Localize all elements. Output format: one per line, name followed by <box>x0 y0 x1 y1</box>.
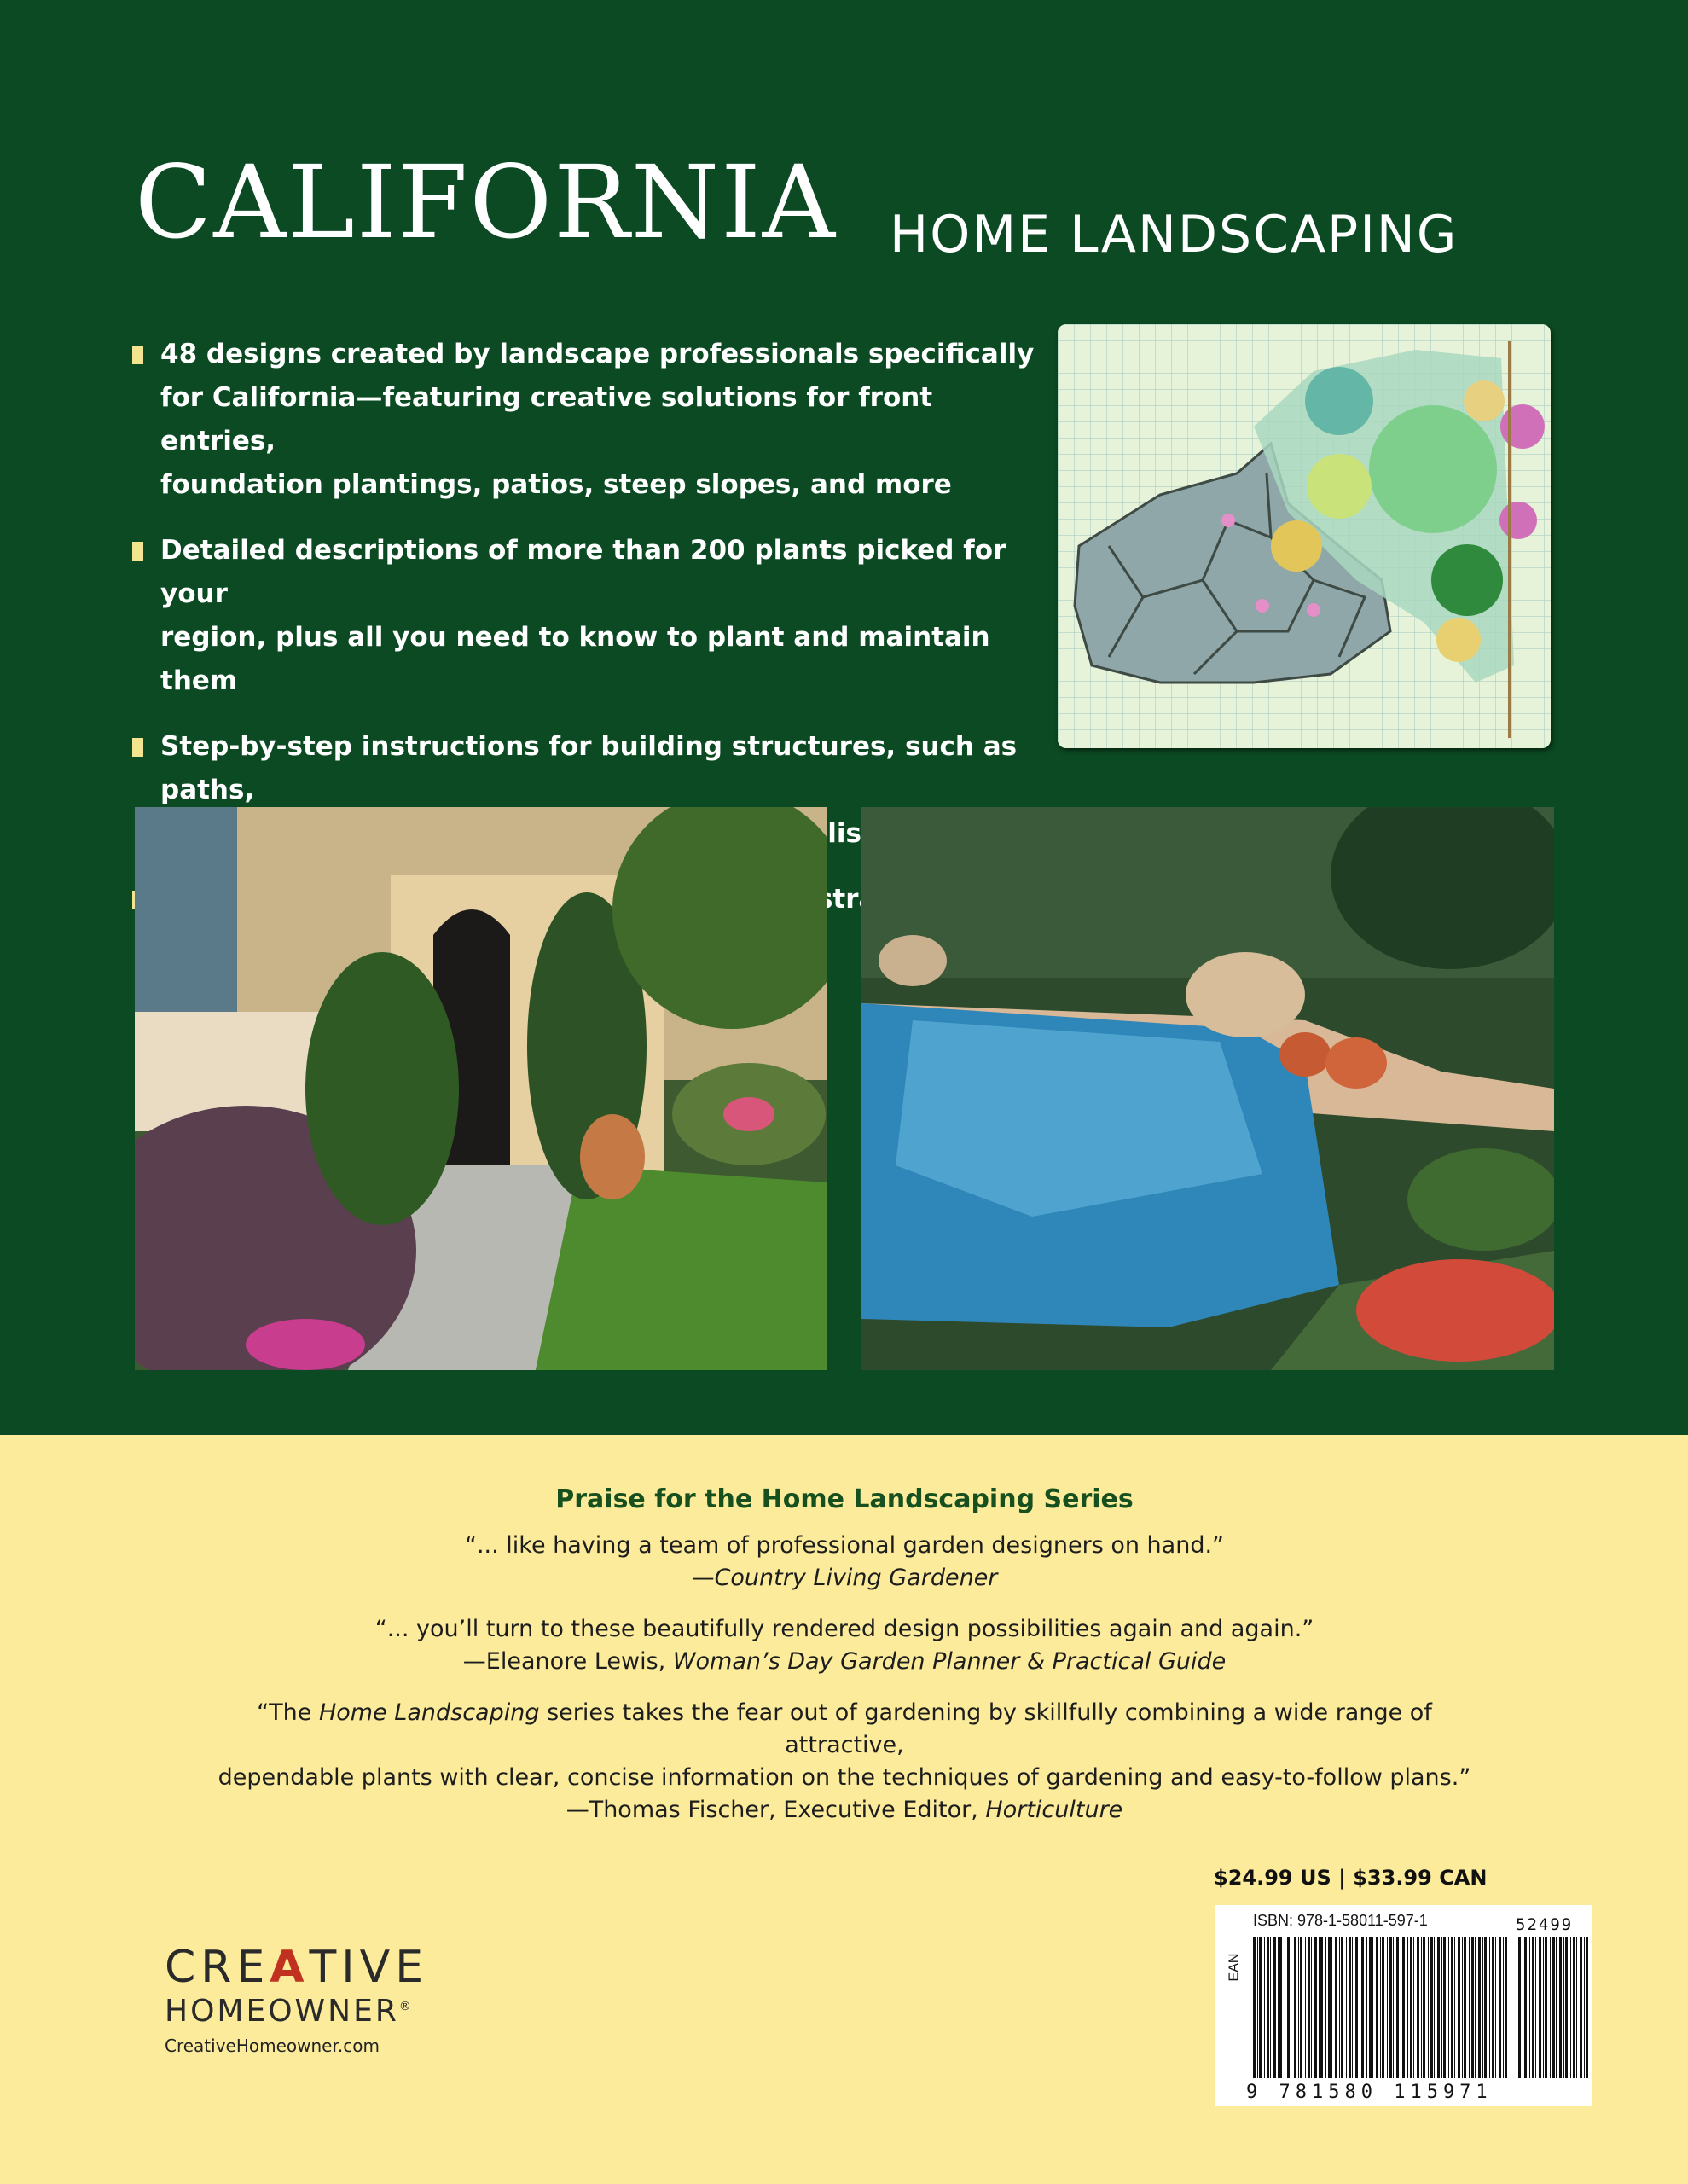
barcode-bar <box>1320 1937 1323 2078</box>
quote-series-name: Home Landscaping <box>318 1699 540 1726</box>
barcode-bar <box>1559 1937 1562 2078</box>
barcode-bar <box>1413 1937 1414 2078</box>
barcode-bar <box>1339 1937 1340 2078</box>
feature-bullet <box>132 333 1036 507</box>
barcode-bar <box>1314 1937 1317 2078</box>
quote-text <box>205 1697 1484 1762</box>
price-label: $24.99 US | $33.99 CAN <box>1214 1866 1488 1890</box>
barcode-bar <box>1380 1937 1381 2078</box>
barcode-bar <box>1434 1937 1435 2078</box>
logo-homeowner <box>165 1996 489 2027</box>
house-icon: A <box>270 1942 310 1993</box>
barcode-bar <box>1492 1937 1494 2078</box>
quote-text: dependable plants with clear, concise information on the techniques of gardening and easy-to-follow plans.” <box>218 1764 1471 1791</box>
barcode-bar <box>1563 1937 1564 2078</box>
barcode-bar <box>1430 1937 1433 2078</box>
bullet-line: trellises <box>774 818 896 849</box>
barcode-bar <box>1451 1937 1453 2078</box>
barcode-bar <box>1331 1937 1332 2078</box>
barcode-bar <box>1448 1937 1449 2078</box>
barcode-bar <box>1462 1937 1463 2078</box>
praise-quote <box>205 1697 1484 1827</box>
logo-line2: HOMEOWNER <box>165 1994 399 2029</box>
barcode-bar <box>1469 1937 1470 2078</box>
barcode-bar <box>1443 1937 1446 2078</box>
barcode-bar <box>1346 1937 1347 2078</box>
praise-section <box>205 1484 1484 1845</box>
bullet-line: illustrations <box>771 884 951 915</box>
barcode-bar <box>1396 1937 1399 2078</box>
barcode-bar <box>1287 1937 1290 2078</box>
barcode-bar <box>1503 1937 1504 2078</box>
title-california: CALIFORNIA <box>135 143 838 261</box>
barcode-bar <box>1279 1937 1282 2078</box>
bullet-line: Detailed descriptions of more than 200 plants picked for your <box>160 535 1006 609</box>
bullet-line: region, plus all you need to know to plant and maintain them <box>160 622 990 696</box>
quote-attribution <box>205 1562 1484 1594</box>
barcode-bar <box>1298 1937 1299 2078</box>
barcode-bar <box>1437 1937 1440 2078</box>
barcode-bar <box>1535 1937 1536 2078</box>
barcode-bar <box>1355 1937 1358 2078</box>
publisher-url[interactable]: CreativeHomeowner.com <box>165 2036 380 2056</box>
barcode-addon-digits: 52499 <box>1516 1915 1574 1934</box>
bullet-line: Step-by-step instructions for building structures, such as paths, <box>160 731 1018 805</box>
barcode <box>1215 1905 1592 2106</box>
barcode-bar <box>1478 1937 1481 2078</box>
barcode-bar <box>1556 1937 1557 2078</box>
photo-pool-garden <box>861 807 1554 1370</box>
publisher-logo <box>165 1942 489 2056</box>
barcode-bar <box>1421 1937 1422 2078</box>
barcode-bar <box>1428 1937 1429 2078</box>
barcode-bar <box>1393 1937 1394 2078</box>
barcode-bar <box>1586 1937 1588 2078</box>
barcode-bar <box>1576 1937 1577 2078</box>
landscape-plan-illustration <box>1058 324 1551 748</box>
barcode-bar <box>1484 1937 1487 2078</box>
quote-author: —Thomas Fischer, Executive Editor, <box>566 1797 986 1823</box>
logo-part2: TIVE <box>309 1942 429 1993</box>
quote-author: —Eleanore Lewis, <box>462 1648 673 1675</box>
barcode-bar <box>1319 1937 1320 2078</box>
barcode-bar <box>1382 1937 1384 2078</box>
barcode-bar <box>1273 1937 1276 2078</box>
barcode-bar <box>1565 1937 1568 2078</box>
quote-attribution <box>205 1794 1484 1827</box>
barcode-bar <box>1518 1937 1521 2078</box>
barcode-addon-bars <box>1518 1937 1590 2078</box>
photo-front-entry <box>135 807 827 1370</box>
barcode-bar <box>1328 1937 1331 2078</box>
barcode-bar <box>1349 1937 1351 2078</box>
barcode-bar <box>1325 1937 1326 2078</box>
barcode-bars <box>1253 1937 1509 2078</box>
barcode-bar <box>1584 1937 1585 2078</box>
barcode-bar <box>1580 1937 1582 2078</box>
barcode-bar <box>1441 1937 1442 2078</box>
barcode-bar <box>1471 1937 1474 2078</box>
barcode-bar <box>1532 1937 1534 2078</box>
barcode-bar <box>1270 1937 1271 2078</box>
barcode-bar <box>1505 1937 1507 2078</box>
barcode-bar <box>1389 1937 1392 2078</box>
registered-mark: ® <box>398 2000 414 2013</box>
bullet-line: foundation plantings, patios, steep slopes, and more <box>160 469 952 500</box>
barcode-bar <box>1311 1937 1312 2078</box>
title-home-landscaping: HOME LANDSCAPING <box>890 205 1459 264</box>
barcode-bar <box>1454 1937 1455 2078</box>
quote-rest: series takes the fear out of gardening by skillfully combining a wide range of attractive, <box>539 1699 1432 1758</box>
quote-open: “The <box>257 1699 319 1726</box>
barcode-bar <box>1539 1937 1541 2078</box>
barcode-bar <box>1545 1937 1547 2078</box>
barcode-bar <box>1573 1937 1575 2078</box>
bullet-square-icon <box>132 346 143 364</box>
barcode-bar <box>1407 1937 1408 2078</box>
bullet-square-icon <box>132 542 143 561</box>
quote-attribution <box>205 1646 1484 1678</box>
quote-text: “... you’ll turn to these beautifully rendered design possibilities again and again.” <box>374 1616 1314 1642</box>
quote-source: Woman’s Day Garden Planner & Practical Guide <box>672 1648 1227 1675</box>
barcode-bar <box>1387 1937 1388 2078</box>
barcode-bar <box>1402 1937 1405 2078</box>
barcode-bar <box>1570 1937 1571 2078</box>
barcode-bar <box>1524 1937 1527 2078</box>
barcode-bar <box>1335 1937 1337 2078</box>
barcode-bar <box>1257 1937 1258 2078</box>
barcode-bar <box>1464 1937 1466 2078</box>
quote-source: Country Living Gardener <box>714 1565 998 1591</box>
barcode-bar <box>1529 1937 1530 2078</box>
barcode-bar <box>1552 1937 1555 2078</box>
barcode-bar <box>1253 1937 1256 2078</box>
barcode-bar <box>1376 1937 1378 2078</box>
quote-source: Horticulture <box>985 1797 1123 1823</box>
logo-creative <box>165 1942 489 1993</box>
barcode-bar <box>1410 1937 1412 2078</box>
barcode-bar <box>1366 1937 1367 2078</box>
barcode-bar <box>1550 1937 1551 2078</box>
isbn-number: ISBN: 978-1-58011-597-1 <box>1253 1912 1428 1929</box>
bullet-square-icon <box>132 738 143 757</box>
barcode-bar <box>1259 1937 1262 2078</box>
barcode-bar <box>1543 1937 1544 2078</box>
quote-attribution-dash: — <box>691 1565 715 1591</box>
barcode-bar <box>1278 1937 1279 2078</box>
logo-part1: CRE <box>165 1942 270 1993</box>
praise-quote <box>205 1613 1484 1678</box>
barcode-bar <box>1361 1937 1364 2078</box>
praise-quote <box>205 1530 1484 1594</box>
barcode-bar <box>1482 1937 1483 2078</box>
barcode-bar <box>1294 1937 1296 2078</box>
bullet-line: for California—featuring creative solutions for front entries, <box>160 382 933 456</box>
quote-text: “... like having a team of professional garden designers on hand.” <box>464 1532 1225 1559</box>
barcode-bar <box>1264 1937 1265 2078</box>
barcode-bar <box>1423 1937 1425 2078</box>
ean-label: EAN <box>1227 1953 1242 1982</box>
barcode-bar <box>1300 1937 1302 2078</box>
barcode-bar <box>1341 1937 1343 2078</box>
barcode-bar <box>1499 1937 1501 2078</box>
feature-bullet <box>132 529 1036 703</box>
barcode-bar <box>1417 1937 1419 2078</box>
barcode-bar <box>1458 1937 1460 2078</box>
barcode-bar <box>1475 1937 1476 2078</box>
barcode-bar <box>1495 1937 1496 2078</box>
barcode-bar <box>1308 1937 1310 2078</box>
barcode-bar <box>1267 1937 1269 2078</box>
barcode-bar <box>1372 1937 1373 2078</box>
barcode-bar <box>1352 1937 1353 2078</box>
barcode-bar <box>1489 1937 1490 2078</box>
barcode-bar <box>1305 1937 1306 2078</box>
barcode-bar <box>1369 1937 1372 2078</box>
praise-heading: Praise for the Home Landscaping Series <box>555 1484 1134 1514</box>
barcode-digits: 9 781580 115971 <box>1246 2082 1493 2103</box>
bullet-line: 48 designs created by landscape professionals specifically <box>160 339 1035 369</box>
